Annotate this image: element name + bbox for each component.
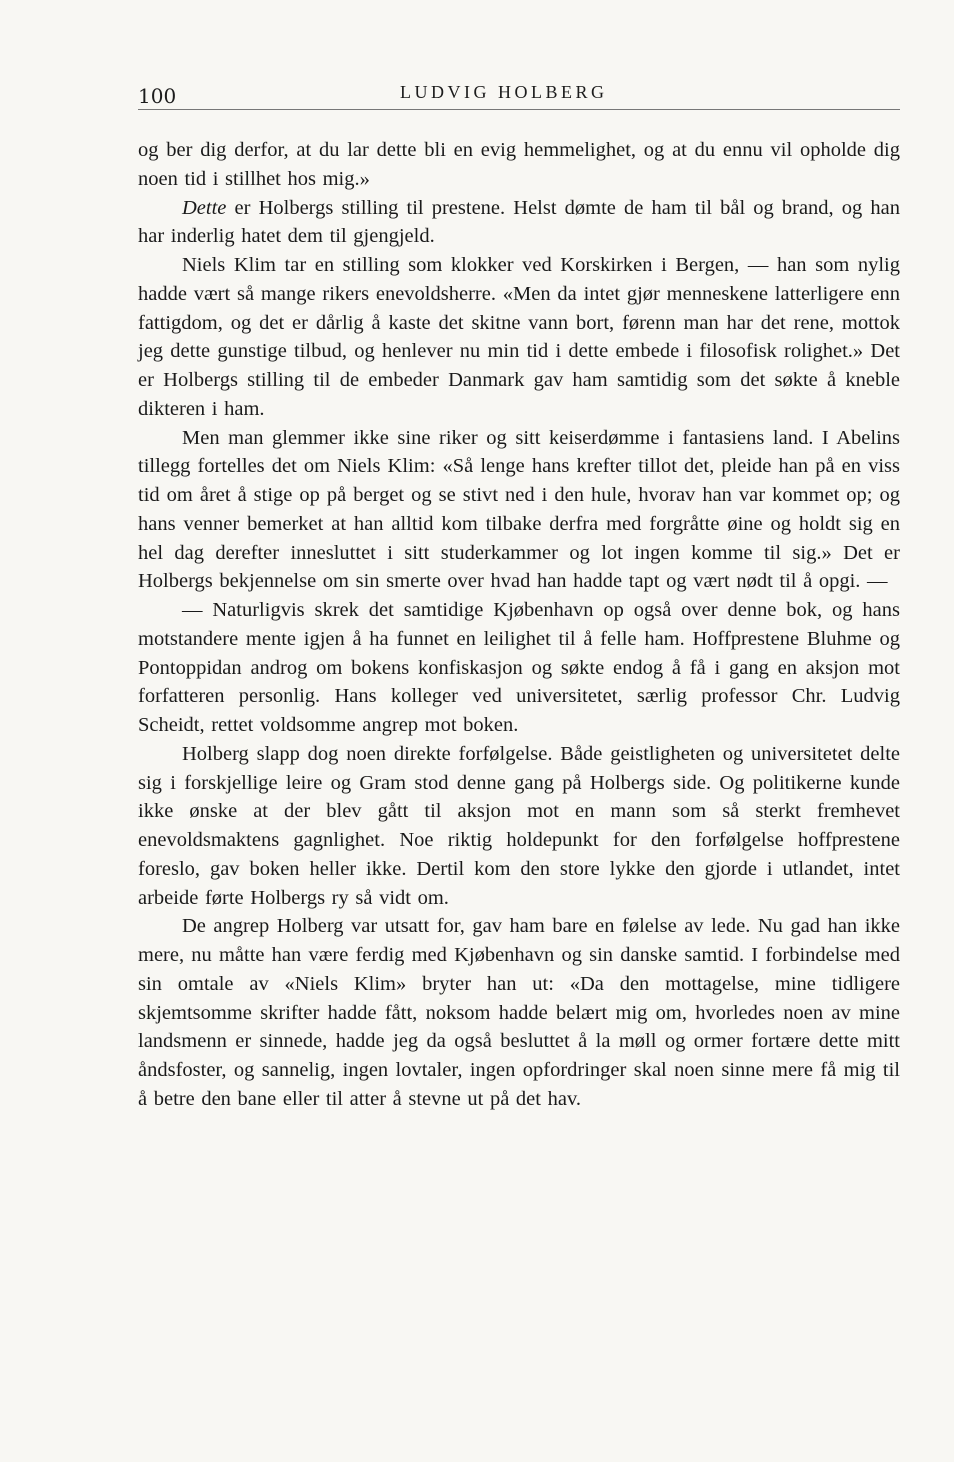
paragraph-text: Holberg slapp dog noen direkte forfølgelse. Både geistligheten og universitetet delte sig i forskjellige leire og Gram stod denne gang på Holbergs side. Og politikerne kunde ikke ønske at der blev gått til aksjon mot en mann som så sterkt fremhevet enevoldsmaktens gagnlighet. Noe riktig holdepunkt for den forfølgelse hoffprestene foreslo, gav boken heller ikke. Dertil kom den store lykke den gjorde i utlandet, intet arbeide førte Holbergs ry så vidt om. <box>138 742 900 909</box>
paragraph <box>138 912 900 1113</box>
paragraph <box>138 596 900 740</box>
page-number: 100 <box>138 84 177 108</box>
body-text <box>138 136 900 1114</box>
paragraph-continued <box>138 136 900 194</box>
paragraph-text: Niels Klim tar en stilling som klokker ved Korskirken i Bergen, — han som nylig hadde vært så mange rikers enevoldsherre. «Men da intet gjør menneskene latterligere enn fattigdom, og det er dårlig å kaste det skitne vann bort, førenn man har det rene, mottok jeg dette gunstige tilbud, og henlever nu min tid i dette embede i filosofisk rolighet.» Det er Holbergs stilling til de embeder Danmark gav ham samtidig som det søkte å kneble dikteren i ham. <box>138 254 900 420</box>
paragraph <box>138 251 900 424</box>
paragraph <box>138 740 900 913</box>
page-header <box>138 80 898 108</box>
paragraph <box>138 424 900 597</box>
paragraph-text: er Holbergs stilling til prestene. Helst dømte de ham til bål og brand, og han har inderlig hatet dem til gjengjeld. <box>138 196 900 248</box>
header-rule <box>138 109 900 110</box>
paragraph-text: Men man glemmer ikke sine riker og sitt keiserdømme i fantasiens land. I Abelins tillegg fortelles det om Niels Klim: «Så lenge hans krefter tillot det, pleide han på en viss tid om året å stige op på berget og se stivt ned i den hule, hvorav han var kommet op; og hans venner bemerket at han alltid kom tilbake derfra med forgråtte øine og holdt sig en hel dag derefter innesluttet i sitt studerkammer og lot ingen komme til sig.» Det er Holbergs bekjennelse om sin smerte over hvad han hadde tapt og vært nødt til å opgi. — <box>138 426 900 593</box>
paragraph-lead-italic: Dette <box>182 196 227 219</box>
running-title: LUDVIG HOLBERG <box>400 82 608 102</box>
paragraph-text: — Naturligvis skrek det samtidige Kjøbenhavn op også over denne bok, og hans motstandere mente igjen å ha funnet en leilighet til å felle ham. Hoffprestene Bluhme og Pontoppidan androg om bokens konfiskasjon og søkte endog å få i gang en aksjon mot forfatteren personlig. Hans kolleger ved universitetet, særlig professor Chr. Ludvig Scheidt, rettet voldsomme angrep mot boken. <box>138 599 900 736</box>
paragraph-text: og ber dig derfor, at du lar dette bli en evig hemmelighet, og at du ennu vil opholde dig noen tid i stillhet hos mig.» <box>138 139 900 190</box>
paragraph-text: De angrep Holberg var utsatt for, gav ham bare en følelse av lede. Nu gad han ikke mere, nu måtte han være ferdig med Kjøbenhavn og sin danske samtid. I forbindelse med sin omtale av «Niels Klim» bryter han ut: «Da den mottagelse, mine tidligere skjemtsomme skrifter hadde fått, noksom hadde belært mig om, hvorledes noen av mine landsmenn er sinnede, hadde jeg da også besluttet å la møll og ormer fortære dette mitt åndsfoster, og sannelig, ingen lovtaler, ingen opfordringer skal noen sinne mere få mig til å betre den bane eller til atter å stevne ut på det hav. <box>138 915 900 1110</box>
paragraph <box>138 194 900 252</box>
